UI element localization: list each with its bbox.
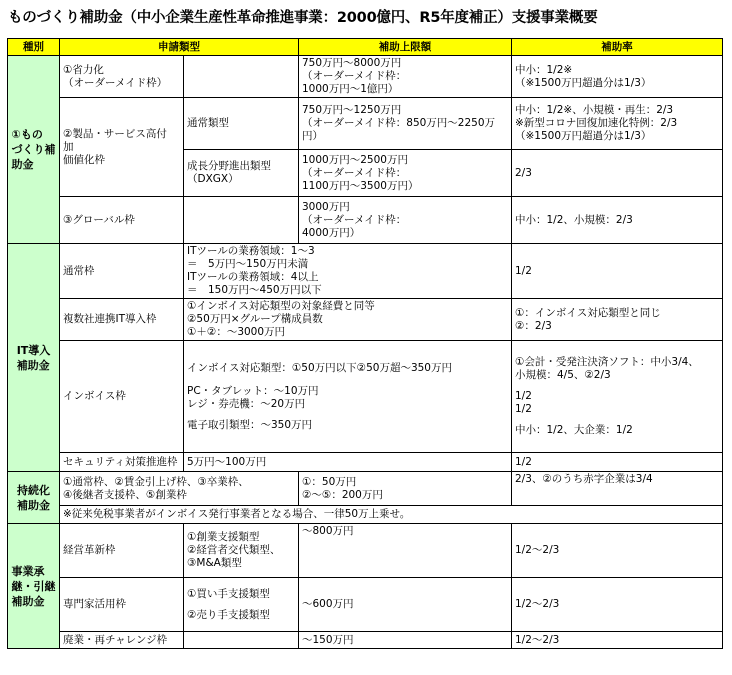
rate-it-normal: 1/2 [512,244,723,299]
category-monodukuri: ①もの づくり補 助金 [8,56,60,244]
subsidy-table [7,38,723,649]
category-it: IT導入 補助金 [8,244,60,472]
limit-senmonka: ～600万円 [299,578,512,632]
table-row [8,197,723,244]
limit-keiei: ～800万円 [299,524,512,578]
rate-shoryoku: 中小：1/2※ （※1500万円超過分は1/3） [512,56,723,98]
type-shoryoku: ①省力化 （オーダーメイド枠） [60,56,184,98]
type-global: ③グローバル枠 [60,197,184,244]
table-row [8,506,723,524]
type-it-fukusu: 複数社連携IT導入枠 [60,299,184,341]
limit-shoryoku: 750万円～8000万円 （オーダーメイド枠： 1000万円～1億円） [299,56,512,98]
type-it-security: セキュリティ対策推進枠 [60,453,184,472]
limit-seihin-normal: 750万円～1250万円 （オーダーメイド枠：850万円～2250万 円） [299,98,512,150]
sub-empty [184,56,299,98]
rate-global: 中小：1/2、小規模：2/3 [512,197,723,244]
table-row [8,299,723,341]
table-row [8,632,723,649]
type-it-invoice: インボイス枠 [60,341,184,453]
header-limit: 補助上限額 [299,39,512,56]
rate-jizoku: 2/3、②のうち赤字企業は3/4 [512,472,723,506]
type-haigyo: 廃業・再チャレンジ枠 [60,632,184,649]
page-title: ものづくり補助金（中小企業生産性革命推進事業：2000億円、R5年度補正）支援事業概要 [8,10,598,26]
limit-haigyo: ～150万円 [299,632,512,649]
sub-growth: 成長分野進出類型 （DXGX） [184,150,299,197]
type-senmonka: 専門家活用枠 [60,578,184,632]
table-row [8,578,723,632]
rate-senmonka: 1/2～2/3 [512,578,723,632]
table-row [8,244,723,299]
table-row [8,453,723,472]
table-row [8,524,723,578]
limit-it-invoice: インボイス対応類型：①50万円以下②50万超～350万円 PC・タブレット：～10万円 レジ・券売機：～20万円 電子取引類型：～350万円 [184,341,512,453]
header-type: 申請類型 [60,39,299,56]
limit-it-security: 5万円～100万円 [184,453,512,472]
sub-empty [184,632,299,649]
sub-keiei: ①創業支援類型 ②経営者交代類型、 ③M&A類型 [184,524,299,578]
rate-keiei: 1/2～2/3 [512,524,723,578]
note-jizoku: ※従来免税事業者がインボイス発行事業者となる場合、一律50万上乗せ。 [60,506,723,524]
limit-seihin-growth: 1000万円～2500万円 （オーダーメイド枠： 1100万円～3500万円） [299,150,512,197]
header-rate: 補助率 [512,39,723,56]
rate-haigyo: 1/2～2/3 [512,632,723,649]
type-jizoku: ①通常枠、②賃金引上げ枠、③卒業枠、 ④後継者支援枠、⑤創業枠 [60,472,299,506]
category-jizoku: 持続化 補助金 [8,472,60,524]
table-row [8,341,723,453]
limit-it-normal: ITツールの業務領域：1～3 ＝ 5万円～150万円未満 ITツールの業務領域：4以上 ＝ 150万円～450万円以下 [184,244,512,299]
table-row [8,56,723,98]
sub-senmonka: ①買い手支援類型 ②売り手支援類型 [184,578,299,632]
rate-seihin-growth: 2/3 [512,150,723,197]
rate-it-fukusu: ①：インボイス対応類型と同じ ②：2/3 [512,299,723,341]
type-seihin: ②製品・サービス高付 加 価値化枠 [60,98,184,197]
rate-it-security: 1/2 [512,453,723,472]
sub-empty [184,197,299,244]
header-category: 種別 [8,39,60,56]
rate-it-invoice: ①会計・受発注決済ソフト：中小3/4、 小規模：4/5、②2/3 1/2 1/2 中小：1/2、大企業：1/2 [512,341,723,453]
rate-seihin-normal: 中小：1/2※、小規模・再生：2/3 ※新型コロナ回復加速化特例：2/3 （※1500万円超過分は1/3） [512,98,723,150]
sub-normal: 通常類型 [184,98,299,150]
type-it-normal: 通常枠 [60,244,184,299]
type-keiei: 経営革新枠 [60,524,184,578]
limit-global: 3000万円 （オーダーメイド枠： 4000万円） [299,197,512,244]
header-row [8,39,723,56]
table-row [8,472,723,506]
limit-jizoku: ①：50万円 ②～⑤：200万円 [299,472,512,506]
limit-it-fukusu: ①インボイス対応類型の対象経費と同等 ②50万円×グループ構成員数 ①＋②：～3000万円 [184,299,512,341]
table-row [8,98,723,150]
category-jigyo: 事業承 継・引継 補助金 [8,524,60,649]
